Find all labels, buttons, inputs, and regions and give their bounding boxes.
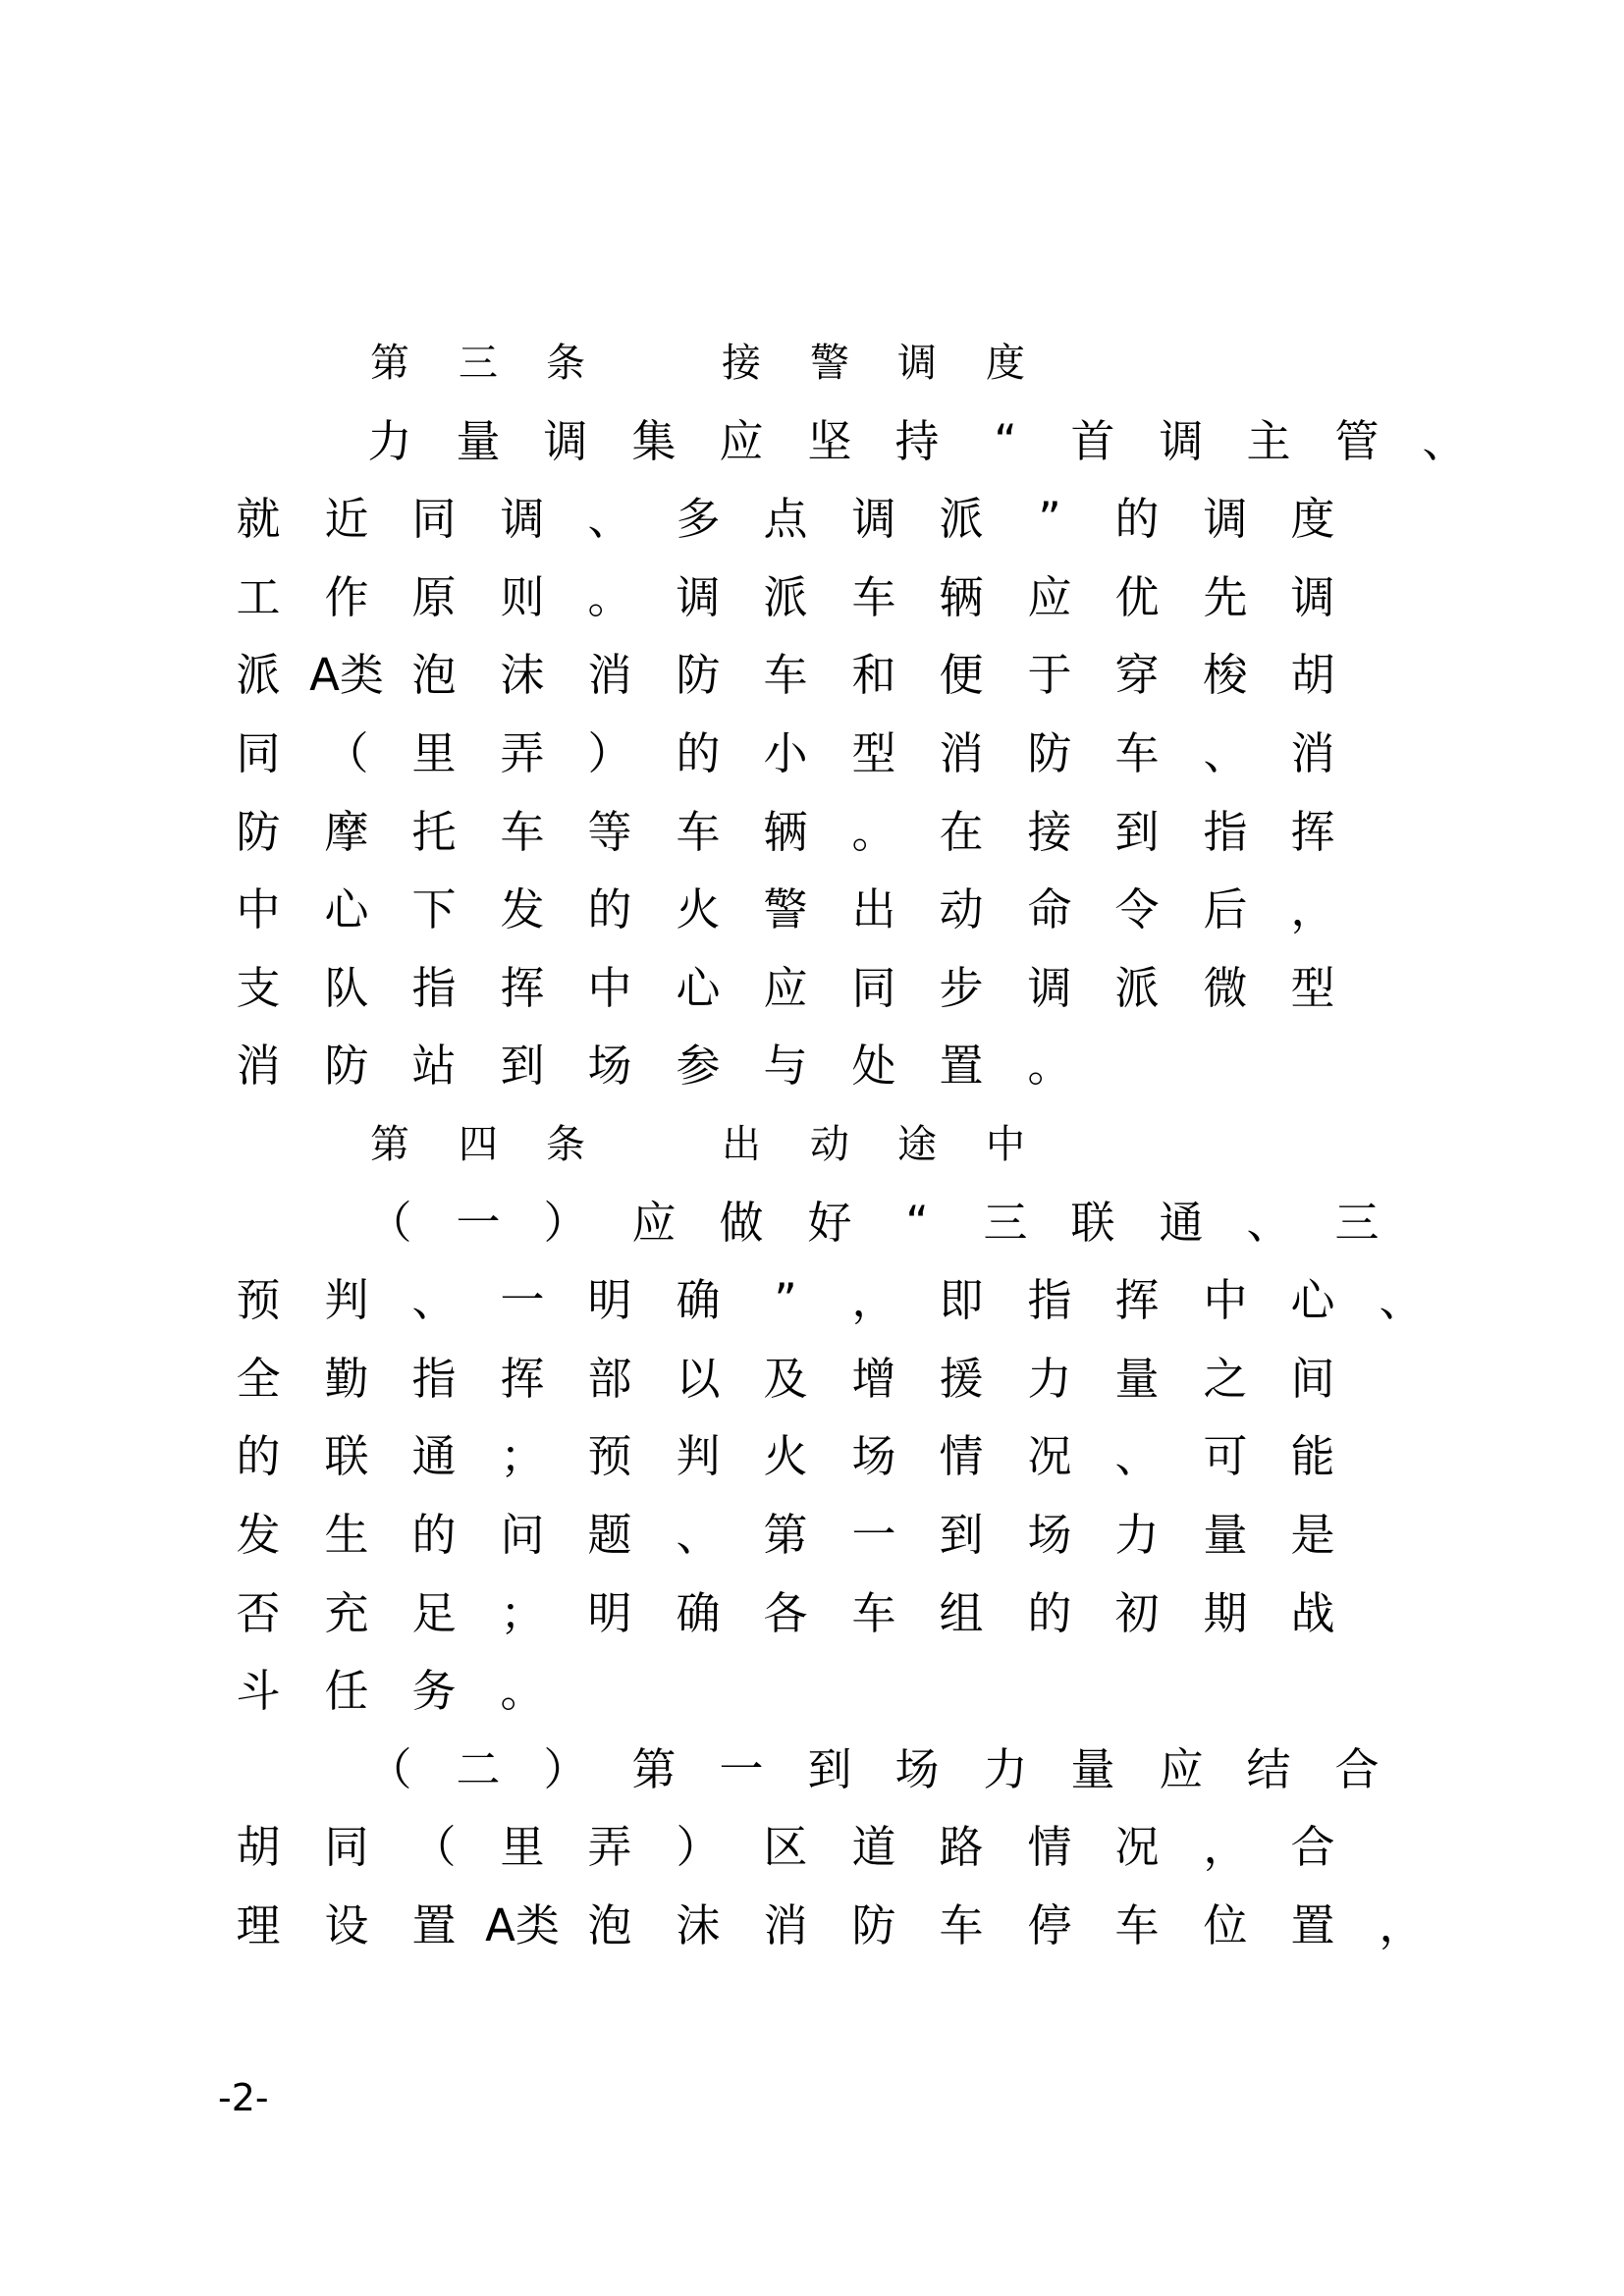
text-char: 车	[1114, 727, 1160, 779]
text-char: 第	[370, 1122, 409, 1167]
text-char: 同	[324, 1821, 369, 1873]
text-char	[623, 1115, 684, 1174]
text-char: 原	[411, 571, 457, 623]
text-char: 发	[500, 883, 545, 935]
text-char: 援	[939, 1353, 984, 1405]
text-char: 否	[236, 1587, 281, 1639]
text-char: 近	[324, 493, 369, 545]
text-char: 应	[1027, 571, 1072, 623]
text-char: 派	[763, 571, 808, 623]
text-char: 点	[763, 493, 808, 545]
text-char: 集	[631, 415, 677, 467]
text-line	[0, 568, 1624, 627]
text-char: 小	[763, 727, 808, 779]
text-char: 确	[676, 1274, 721, 1326]
text-char: 派	[236, 649, 281, 701]
text-char: 消	[763, 1899, 808, 1951]
text-char: 初	[1114, 1587, 1160, 1639]
text-char: 第	[763, 1509, 808, 1561]
text-char: 泡	[411, 649, 457, 701]
text-char: 结	[1246, 1743, 1291, 1795]
text-char: 调	[897, 341, 937, 386]
text-char: 便	[939, 649, 984, 701]
text-char: 途	[897, 1122, 937, 1167]
text-char: 防	[676, 649, 721, 701]
text-char: 动	[939, 883, 984, 935]
text-char: 场	[1027, 1509, 1072, 1561]
text-line	[0, 490, 1624, 549]
text-char: 到	[500, 1040, 545, 1092]
text-line	[0, 724, 1624, 783]
text-char: 到	[807, 1743, 852, 1795]
text-char: ，	[1379, 1899, 1424, 1951]
text-char: 挥	[1290, 806, 1335, 858]
text-char: 与	[763, 1040, 808, 1092]
text-char: 胡	[236, 1821, 281, 1873]
text-char: 后	[1203, 883, 1248, 935]
text-char: 的	[1027, 1587, 1072, 1639]
text-char: 托	[411, 806, 457, 858]
text-char: 全	[236, 1353, 281, 1405]
text-char: 车	[939, 1899, 984, 1951]
text-char: 勤	[324, 1353, 369, 1405]
text-char: 则	[500, 571, 545, 623]
text-char: ）	[676, 1821, 721, 1873]
text-char: 里	[411, 727, 457, 779]
text-char: 况	[1114, 1821, 1160, 1873]
text-char: （	[411, 1821, 457, 1873]
text-char: 先	[1203, 571, 1248, 623]
text-char: 沫	[500, 649, 545, 701]
text-char: 车	[676, 806, 721, 858]
text-char: 道	[851, 1821, 896, 1873]
text-char: 防	[236, 806, 281, 858]
text-char: 处	[851, 1040, 896, 1092]
text-char: 里	[500, 1821, 545, 1873]
text-char: 消	[236, 1040, 281, 1092]
text-char: 设	[324, 1899, 369, 1951]
text-char: 调	[1159, 415, 1204, 467]
text-char: 增	[851, 1353, 896, 1405]
text-char: 通	[1159, 1197, 1204, 1249]
text-char: 站	[411, 1040, 457, 1092]
text-char: 消	[587, 649, 632, 701]
page-number: -2-	[218, 2076, 269, 2119]
text-char: 中	[236, 883, 281, 935]
text-char: 指	[1203, 806, 1248, 858]
text-char: 挥	[1114, 1274, 1160, 1326]
text-char: 条	[546, 341, 585, 386]
text-char: 、	[676, 1509, 721, 1561]
text-char: 型	[1290, 962, 1335, 1014]
text-char: 。	[1027, 1040, 1072, 1092]
text-char: 第	[631, 1743, 677, 1795]
text-line	[0, 1037, 1624, 1095]
text-char: 等	[587, 806, 632, 858]
text-char: 区	[763, 1821, 808, 1873]
text-char: 场	[851, 1430, 896, 1482]
text-char: 判	[676, 1430, 721, 1482]
text-char: 车	[851, 1587, 896, 1639]
text-char: 、	[1422, 415, 1467, 467]
text-line	[0, 1506, 1624, 1565]
text-char: 战	[1290, 1587, 1335, 1639]
text-char: 警	[810, 341, 849, 386]
text-char: 置	[1290, 1899, 1335, 1951]
text-char: 度	[986, 341, 1025, 386]
text-char: 以	[676, 1353, 721, 1405]
text-char: 心	[1290, 1274, 1335, 1326]
text-char: （	[367, 1197, 412, 1249]
text-char: 挥	[500, 962, 545, 1014]
text-char: 到	[1114, 806, 1160, 858]
text-char: 调	[1203, 493, 1248, 545]
text-char: 的	[1114, 493, 1160, 545]
text-line	[0, 803, 1624, 862]
text-char: 出	[851, 883, 896, 935]
text-line	[0, 1584, 1624, 1643]
text-char: 调	[676, 571, 721, 623]
text-char: ，	[1203, 1821, 1248, 1873]
text-line	[0, 1271, 1624, 1330]
text-char: 量	[1114, 1353, 1160, 1405]
text-char: 题	[587, 1509, 632, 1561]
text-line	[0, 1818, 1624, 1877]
text-char: 的	[676, 727, 721, 779]
text-char: 发	[236, 1509, 281, 1561]
text-char: 即	[939, 1274, 984, 1326]
text-char: 一	[500, 1274, 545, 1326]
text-char: 辆	[763, 806, 808, 858]
text-char: 理	[236, 1899, 281, 1951]
text-char: 微	[1203, 962, 1248, 1014]
text-char: 路	[939, 1821, 984, 1873]
text-char: 况	[1027, 1430, 1072, 1482]
text-char: 的	[236, 1430, 281, 1482]
text-char: 停	[1027, 1899, 1072, 1951]
text-char: 心	[324, 883, 369, 935]
text-char: ，	[851, 1274, 896, 1326]
text-char: ”	[774, 1274, 797, 1326]
text-char: 坚	[807, 415, 852, 467]
text-char: 令	[1114, 883, 1160, 935]
text-line	[0, 1427, 1624, 1486]
text-char: 足	[411, 1587, 457, 1639]
text-char: 多	[676, 493, 721, 545]
text-char: 力	[1114, 1509, 1160, 1561]
text-char: 中	[986, 1122, 1025, 1167]
text-char: 调	[1290, 571, 1335, 623]
text-char: 挥	[500, 1353, 545, 1405]
text-char: 辆	[939, 571, 984, 623]
text-line	[0, 1194, 1624, 1253]
text-char: 指	[411, 1353, 457, 1405]
text-char: 置	[939, 1040, 984, 1092]
text-line	[0, 881, 1624, 939]
text-char: 型	[851, 727, 896, 779]
text-char: 斗	[236, 1665, 281, 1717]
text-char: 持	[894, 415, 940, 467]
text-char: 派	[939, 493, 984, 545]
text-char: 置	[411, 1899, 457, 1951]
text-char: A类	[309, 649, 384, 701]
text-char: 就	[236, 493, 281, 545]
text-char: 车	[1114, 1899, 1160, 1951]
text-char: 沫	[676, 1899, 721, 1951]
text-char: 及	[763, 1353, 808, 1405]
text-char: 三	[983, 1197, 1028, 1249]
text-char: 同	[236, 727, 281, 779]
text-char: 车	[500, 806, 545, 858]
text-char: 应	[1159, 1743, 1204, 1795]
text-char: 通	[411, 1430, 457, 1482]
text-char: 作	[324, 571, 369, 623]
text-char: 明	[587, 1274, 632, 1326]
text-char: ）	[543, 1197, 588, 1249]
text-char: A类	[485, 1899, 560, 1951]
text-char: 期	[1203, 1587, 1248, 1639]
text-char: 火	[676, 883, 721, 935]
text-char: （	[367, 1743, 412, 1795]
text-char: 位	[1203, 1899, 1248, 1951]
text-char: 、	[587, 493, 632, 545]
text-char: 。	[500, 1665, 545, 1717]
text-char: 胡	[1290, 649, 1335, 701]
text-char: 情	[1027, 1821, 1072, 1873]
text-char: 四	[459, 1122, 498, 1167]
text-char: 判	[324, 1274, 369, 1326]
text-char: 首	[1070, 415, 1115, 467]
text-char: 力	[983, 1743, 1028, 1795]
text-char: 调	[543, 415, 588, 467]
text-char: 应	[719, 415, 764, 467]
text-char: 充	[324, 1587, 369, 1639]
text-char: 应	[631, 1197, 677, 1249]
text-char: “	[905, 1197, 929, 1249]
text-char: 弄	[500, 727, 545, 779]
text-char: 二	[456, 1743, 501, 1795]
text-char: 消	[939, 727, 984, 779]
text-char: “	[994, 415, 1017, 467]
text-line	[0, 1662, 1624, 1721]
text-char: 能	[1290, 1430, 1335, 1482]
text-char: 、	[1246, 1197, 1291, 1249]
text-char: 于	[1027, 649, 1072, 701]
text-char: 车	[763, 649, 808, 701]
text-line	[0, 1350, 1624, 1409]
text-char: 主	[1246, 415, 1291, 467]
text-char: 同	[411, 493, 457, 545]
text-char: 防	[851, 1899, 896, 1951]
text-char: 心	[676, 962, 721, 1014]
text-char: 到	[939, 1509, 984, 1561]
text-char: （	[324, 727, 369, 779]
text-char: 量	[1203, 1509, 1248, 1561]
text-char: 同	[851, 962, 896, 1014]
text-char: 预	[587, 1430, 632, 1482]
text-char: 一	[719, 1743, 764, 1795]
text-char: 好	[807, 1197, 852, 1249]
text-char: 指	[411, 962, 457, 1014]
text-char: 明	[587, 1587, 632, 1639]
text-char: 第	[370, 341, 409, 386]
text-char: 管	[1334, 415, 1380, 467]
text-char: 是	[1290, 1509, 1335, 1561]
text-char: 度	[1290, 493, 1335, 545]
text-line	[0, 646, 1624, 705]
text-char: 摩	[324, 806, 369, 858]
text-char: 穿	[1114, 649, 1160, 701]
text-char: 联	[324, 1430, 369, 1482]
text-char: 防	[1027, 727, 1072, 779]
text-char: 组	[939, 1587, 984, 1639]
text-char: 部	[587, 1353, 632, 1405]
text-char: 调	[500, 493, 545, 545]
text-char: 调	[1027, 962, 1072, 1014]
text-char: 任	[324, 1665, 369, 1717]
text-char: 的	[411, 1509, 457, 1561]
text-char: 合	[1334, 1743, 1380, 1795]
article-heading	[0, 1115, 1624, 1174]
text-char: 三	[1334, 1197, 1380, 1249]
text-char: 。	[851, 806, 896, 858]
article-heading	[0, 334, 1624, 393]
text-char: 下	[411, 883, 457, 935]
text-char: 消	[1290, 727, 1335, 779]
text-char: 和	[851, 649, 896, 701]
text-char: 警	[763, 883, 808, 935]
text-char: 量	[1070, 1743, 1115, 1795]
text-char: 生	[324, 1509, 369, 1561]
text-char: ）	[587, 727, 632, 779]
text-char	[623, 334, 684, 393]
text-char: 接	[1027, 806, 1072, 858]
text-char: 队	[324, 962, 369, 1014]
text-char: 量	[456, 415, 501, 467]
text-char: 参	[676, 1040, 721, 1092]
text-char: 中	[587, 962, 632, 1014]
text-char: 弄	[587, 1821, 632, 1873]
text-char: 泡	[587, 1899, 632, 1951]
text-line	[0, 959, 1624, 1018]
text-char: 防	[324, 1040, 369, 1092]
text-char: 步	[939, 962, 984, 1014]
text-char: 间	[1290, 1353, 1335, 1405]
text-char: 在	[939, 806, 984, 858]
text-char: 出	[722, 1122, 761, 1167]
text-char: 指	[1027, 1274, 1072, 1326]
text-char: 接	[722, 341, 761, 386]
text-char: 、	[1379, 1274, 1424, 1326]
text-char: 、	[1203, 727, 1248, 779]
text-char: 梭	[1203, 649, 1248, 701]
text-char: 的	[587, 883, 632, 935]
text-char: 一	[456, 1197, 501, 1249]
text-char: 之	[1203, 1353, 1248, 1405]
text-char: ”	[1038, 493, 1061, 545]
text-char: 一	[851, 1509, 896, 1561]
text-char: 、	[411, 1274, 457, 1326]
text-char: 动	[810, 1122, 849, 1167]
text-char: 情	[939, 1430, 984, 1482]
text-char: 命	[1027, 883, 1072, 935]
text-char: 可	[1203, 1430, 1248, 1482]
text-line	[0, 412, 1624, 471]
text-char: 火	[763, 1430, 808, 1482]
text-char: 条	[546, 1122, 585, 1167]
text-char: 预	[236, 1274, 281, 1326]
text-char: 问	[500, 1509, 545, 1561]
text-char: 应	[763, 962, 808, 1014]
text-char: 场	[587, 1040, 632, 1092]
text-char: 调	[851, 493, 896, 545]
text-char: 支	[236, 962, 281, 1014]
text-char: 务	[411, 1665, 457, 1717]
text-char: 工	[236, 571, 281, 623]
text-char: 确	[676, 1587, 721, 1639]
text-char: 车	[851, 571, 896, 623]
text-char: 三	[459, 341, 498, 386]
text-char: 力	[1027, 1353, 1072, 1405]
text-char: ）	[543, 1743, 588, 1795]
text-char: 各	[763, 1587, 808, 1639]
text-char: ，	[1290, 883, 1335, 935]
text-char: ；	[500, 1587, 545, 1639]
text-char: 场	[894, 1743, 940, 1795]
text-char: 做	[719, 1197, 764, 1249]
text-char: 合	[1290, 1821, 1335, 1873]
text-char: 、	[1114, 1430, 1160, 1482]
text-char: ；	[500, 1430, 545, 1482]
text-char: 力	[367, 415, 412, 467]
text-line	[0, 1740, 1624, 1799]
text-char: 优	[1114, 571, 1160, 623]
text-char: 。	[587, 571, 632, 623]
text-char: 联	[1070, 1197, 1115, 1249]
text-char: 中	[1203, 1274, 1248, 1326]
text-line	[0, 1896, 1624, 1955]
text-char: 派	[1114, 962, 1160, 1014]
